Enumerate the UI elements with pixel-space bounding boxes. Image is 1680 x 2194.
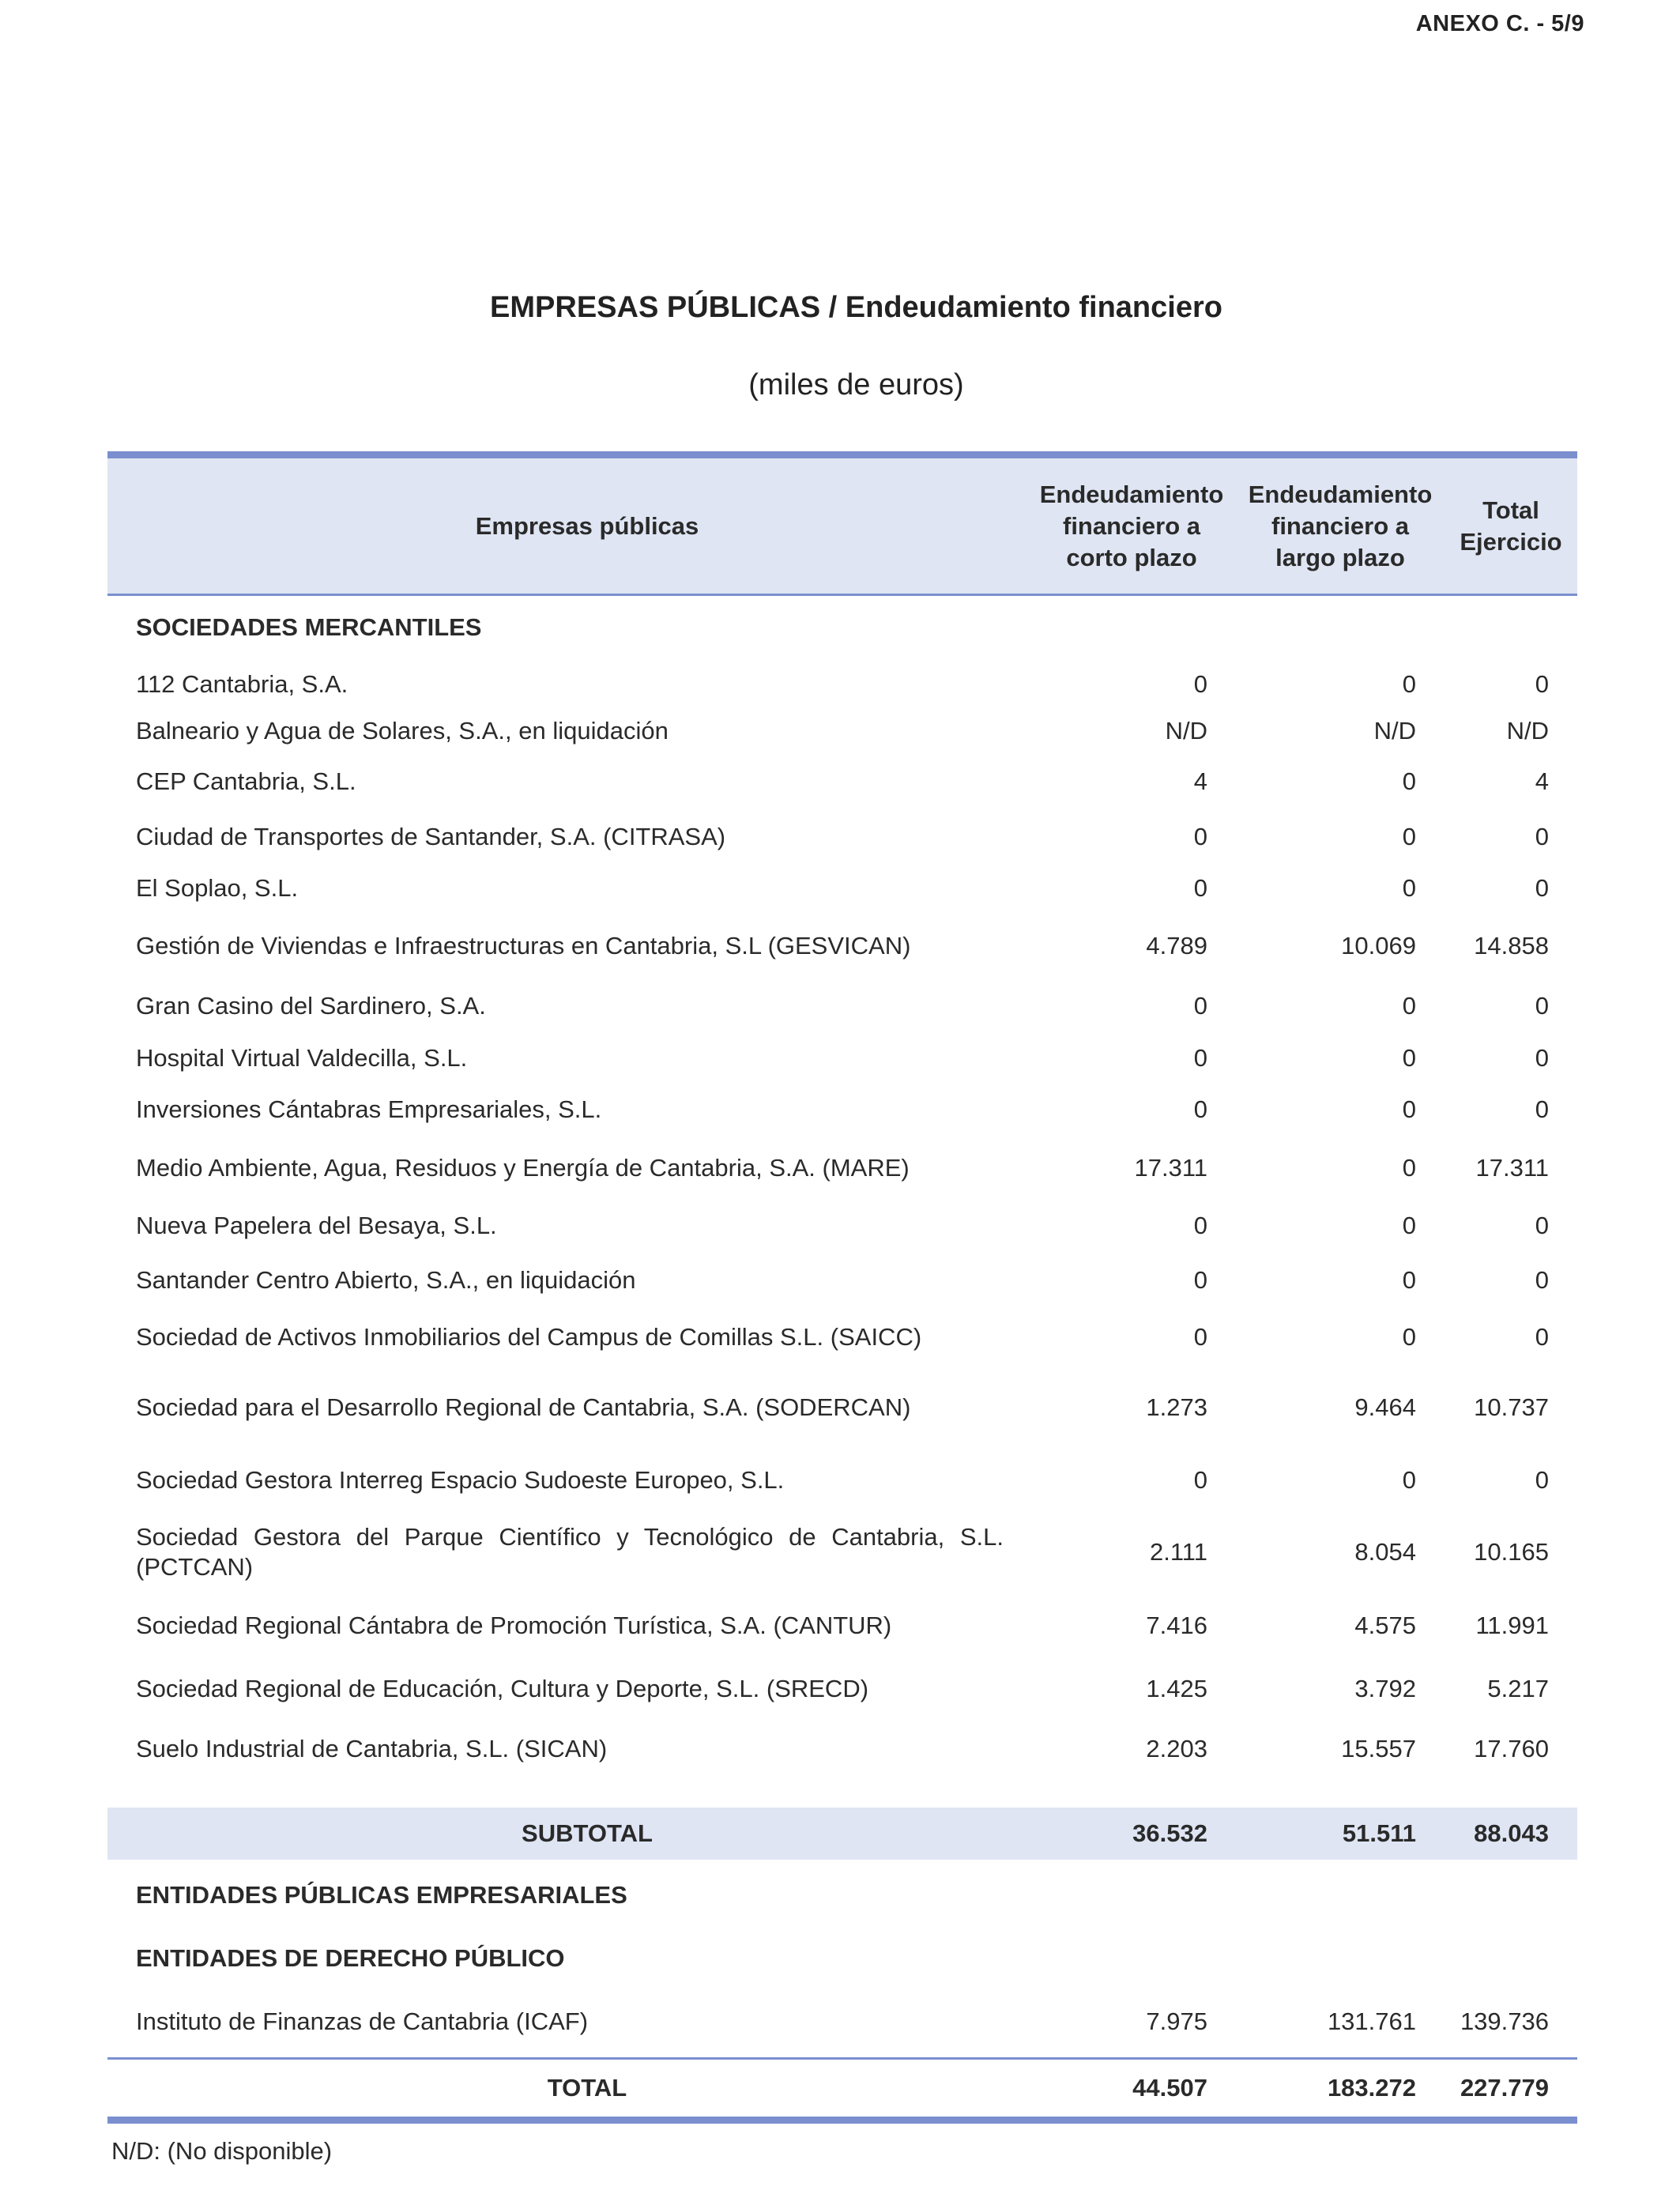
total-value: 10.737 xyxy=(1474,1393,1549,1421)
section-row xyxy=(107,1931,1577,1986)
subtotal-total: 88.043 xyxy=(1445,1808,1577,1860)
page-title: EMPRESAS PÚBLICAS / Endeudamiento financiero xyxy=(490,291,1222,324)
table-row xyxy=(107,810,1577,864)
company-name: Santander Centro Abierto, S.A., en liquidación xyxy=(136,1265,636,1294)
long-term-value: 0 xyxy=(1402,991,1416,1020)
total-value: 5.217 xyxy=(1487,1674,1549,1702)
total-value: 10.165 xyxy=(1474,1537,1549,1566)
total-value: 139.736 xyxy=(1460,2007,1549,2035)
header-long-term: Endeudamiento financiero a largo plazo xyxy=(1236,455,1445,595)
debt-table-container xyxy=(107,451,1577,2124)
subtotal-long-term: 51.511 xyxy=(1236,1808,1445,1860)
spacer-row xyxy=(107,1777,1577,1808)
table-row xyxy=(107,1986,1577,2059)
table-row xyxy=(107,1594,1577,1657)
table-row xyxy=(107,979,1577,1033)
short-term-value: 0 xyxy=(1193,1465,1207,1494)
total-value: 0 xyxy=(1535,1095,1549,1123)
total-value: 0 xyxy=(1535,1322,1549,1351)
company-name: Gran Casino del Sardinero, S.A. xyxy=(136,991,486,1020)
footnote: N/D: (No disponible) xyxy=(111,2137,333,2165)
long-term-value: 0 xyxy=(1402,669,1416,698)
table-row xyxy=(107,1136,1577,1201)
table-row xyxy=(107,1365,1577,1450)
long-term-value: 4.575 xyxy=(1354,1611,1416,1639)
long-term-value: 9.464 xyxy=(1354,1393,1416,1421)
long-term-value: 131.761 xyxy=(1327,2007,1416,2035)
total-value: 11.991 xyxy=(1475,1611,1549,1639)
short-term-value: 1.273 xyxy=(1146,1393,1207,1421)
header-company: Empresas públicas xyxy=(107,455,1027,595)
long-term-value: 0 xyxy=(1402,1465,1416,1494)
company-name: Ciudad de Transportes de Santander, S.A. (CITRASA) xyxy=(136,822,726,850)
long-term-value: 8.054 xyxy=(1354,1537,1416,1566)
table-row xyxy=(107,864,1577,913)
table-row xyxy=(107,1033,1577,1084)
table-row xyxy=(107,1657,1577,1721)
company-name: Sociedad Gestora del Parque Científico y Tecnológico de Cantabria, S.L. (PCTCAN) xyxy=(136,1522,1004,1581)
total-row xyxy=(107,2059,1577,2120)
total-value: 14.858 xyxy=(1474,931,1549,959)
company-name: Inversiones Cántabras Empresariales, S.L. xyxy=(136,1095,602,1123)
short-term-value: 1.425 xyxy=(1146,1674,1207,1702)
total-value: 17.760 xyxy=(1474,1734,1549,1762)
short-term-value: 0 xyxy=(1193,1322,1207,1351)
total-value: 0 xyxy=(1535,1465,1549,1494)
company-name: Gestión de Viviendas e Infraestructuras en Cantabria, S.L (GESVICAN) xyxy=(136,931,911,959)
company-name: Sociedad Regional Cántabra de Promoción Turística, S.A. (CANTUR) xyxy=(136,1611,892,1639)
table-row xyxy=(107,709,1577,753)
company-name: Nueva Papelera del Besaya, S.L. xyxy=(136,1211,497,1239)
company-name: Suelo Industrial de Cantabria, S.L. (SICAN) xyxy=(136,1734,608,1762)
header-short-term: Endeudamiento financiero a corto plazo xyxy=(1027,455,1236,595)
table-row xyxy=(107,1251,1577,1310)
total-long-term: 183.272 xyxy=(1236,2059,1445,2120)
long-term-value: 0 xyxy=(1402,1095,1416,1123)
short-term-value: N/D xyxy=(1165,716,1207,745)
total-value: 0 xyxy=(1535,822,1549,850)
total-value: 0 xyxy=(1535,669,1549,698)
short-term-value: 0 xyxy=(1193,1265,1207,1294)
table-row xyxy=(107,1310,1577,1365)
section-entidades-derecho-publico: ENTIDADES DE DERECHO PÚBLICO xyxy=(136,1943,565,1972)
short-term-value: 2.203 xyxy=(1146,1734,1207,1762)
table-header-row xyxy=(107,455,1577,595)
short-term-value: 4 xyxy=(1193,767,1207,795)
long-term-value: 10.069 xyxy=(1341,931,1416,959)
company-name: Instituto de Finanzas de Cantabria (ICAF) xyxy=(136,2007,589,2035)
table-row xyxy=(107,1721,1577,1777)
company-name: El Soplao, S.L. xyxy=(136,873,299,902)
company-name: Medio Ambiente, Agua, Residuos y Energía de Cantabria, S.A. (MARE) xyxy=(136,1153,910,1182)
company-name: Sociedad Regional de Educación, Cultura y Deporte, S.L. (SRECD) xyxy=(136,1674,869,1702)
total-value: 4 xyxy=(1535,767,1549,795)
total-value: 0 xyxy=(1535,991,1549,1020)
short-term-value: 0 xyxy=(1193,1211,1207,1239)
debt-table xyxy=(107,451,1577,2124)
header-total: Total Ejercicio xyxy=(1445,455,1577,595)
total-value: 0 xyxy=(1535,1265,1549,1294)
table-row xyxy=(107,1084,1577,1136)
short-term-value: 7.975 xyxy=(1146,2007,1207,2035)
total-value: 17.311 xyxy=(1475,1153,1549,1182)
long-term-value: 0 xyxy=(1402,767,1416,795)
long-term-value: 0 xyxy=(1402,1265,1416,1294)
table-row xyxy=(107,913,1577,979)
short-term-value: 17.311 xyxy=(1134,1153,1207,1182)
subtotal-row xyxy=(107,1808,1577,1860)
company-name: Hospital Virtual Valdecilla, S.L. xyxy=(136,1043,468,1072)
section-row xyxy=(107,1860,1577,1931)
short-term-value: 0 xyxy=(1193,991,1207,1020)
company-name: Sociedad para el Desarrollo Regional de Cantabria, S.A. (SODERCAN) xyxy=(136,1393,911,1421)
section-entidades-publicas-empresariales: ENTIDADES PÚBLICAS EMPRESARIALES xyxy=(136,1880,627,1909)
total-value: 0 xyxy=(1535,1043,1549,1072)
long-term-value: 0 xyxy=(1402,1211,1416,1239)
long-term-value: 0 xyxy=(1402,1322,1416,1351)
short-term-value: 2.111 xyxy=(1150,1537,1207,1566)
long-term-value: 3.792 xyxy=(1354,1674,1416,1702)
long-term-value: 0 xyxy=(1402,1153,1416,1182)
section-row xyxy=(107,595,1577,660)
short-term-value: 0 xyxy=(1193,873,1207,902)
short-term-value: 0 xyxy=(1193,822,1207,850)
short-term-value: 0 xyxy=(1193,669,1207,698)
total-value: 0 xyxy=(1535,873,1549,902)
long-term-value: 15.557 xyxy=(1341,1734,1416,1762)
table-row xyxy=(107,753,1577,810)
company-name: Sociedad Gestora Interreg Espacio Sudoeste Europeo, S.L. xyxy=(136,1465,785,1494)
total-value: N/D xyxy=(1506,716,1549,745)
long-term-value: 0 xyxy=(1402,822,1416,850)
short-term-value: 0 xyxy=(1193,1043,1207,1072)
total-short-term: 44.507 xyxy=(1027,2059,1236,2120)
table-row xyxy=(107,1201,1577,1251)
company-name: Sociedad de Activos Inmobiliarios del Campus de Comillas S.L. (SAICC) xyxy=(136,1322,922,1351)
annex-page-label: ANEXO C. - 5/9 xyxy=(1415,11,1584,36)
page-subtitle: (miles de euros) xyxy=(748,368,964,401)
long-term-value: N/D xyxy=(1373,716,1416,745)
company-name: CEP Cantabria, S.L. xyxy=(136,767,356,795)
company-name: Balneario y Agua de Solares, S.A., en liquidación xyxy=(136,716,669,745)
section-sociedades-mercantiles: SOCIEDADES MERCANTILES xyxy=(136,613,482,642)
long-term-value: 0 xyxy=(1402,873,1416,902)
table-row xyxy=(107,660,1577,709)
total-value: 0 xyxy=(1535,1211,1549,1239)
short-term-value: 7.416 xyxy=(1146,1611,1207,1639)
table-row xyxy=(107,1510,1577,1594)
short-term-value: 4.789 xyxy=(1146,931,1207,959)
company-name: 112 Cantabria, S.A. xyxy=(136,669,348,698)
table-row xyxy=(107,1450,1577,1510)
total-label: TOTAL xyxy=(107,2059,1027,2120)
short-term-value: 0 xyxy=(1193,1095,1207,1123)
subtotal-label: SUBTOTAL xyxy=(107,1808,1027,1860)
long-term-value: 0 xyxy=(1402,1043,1416,1072)
total-total: 227.779 xyxy=(1445,2059,1577,2120)
subtotal-short-term: 36.532 xyxy=(1027,1808,1236,1860)
